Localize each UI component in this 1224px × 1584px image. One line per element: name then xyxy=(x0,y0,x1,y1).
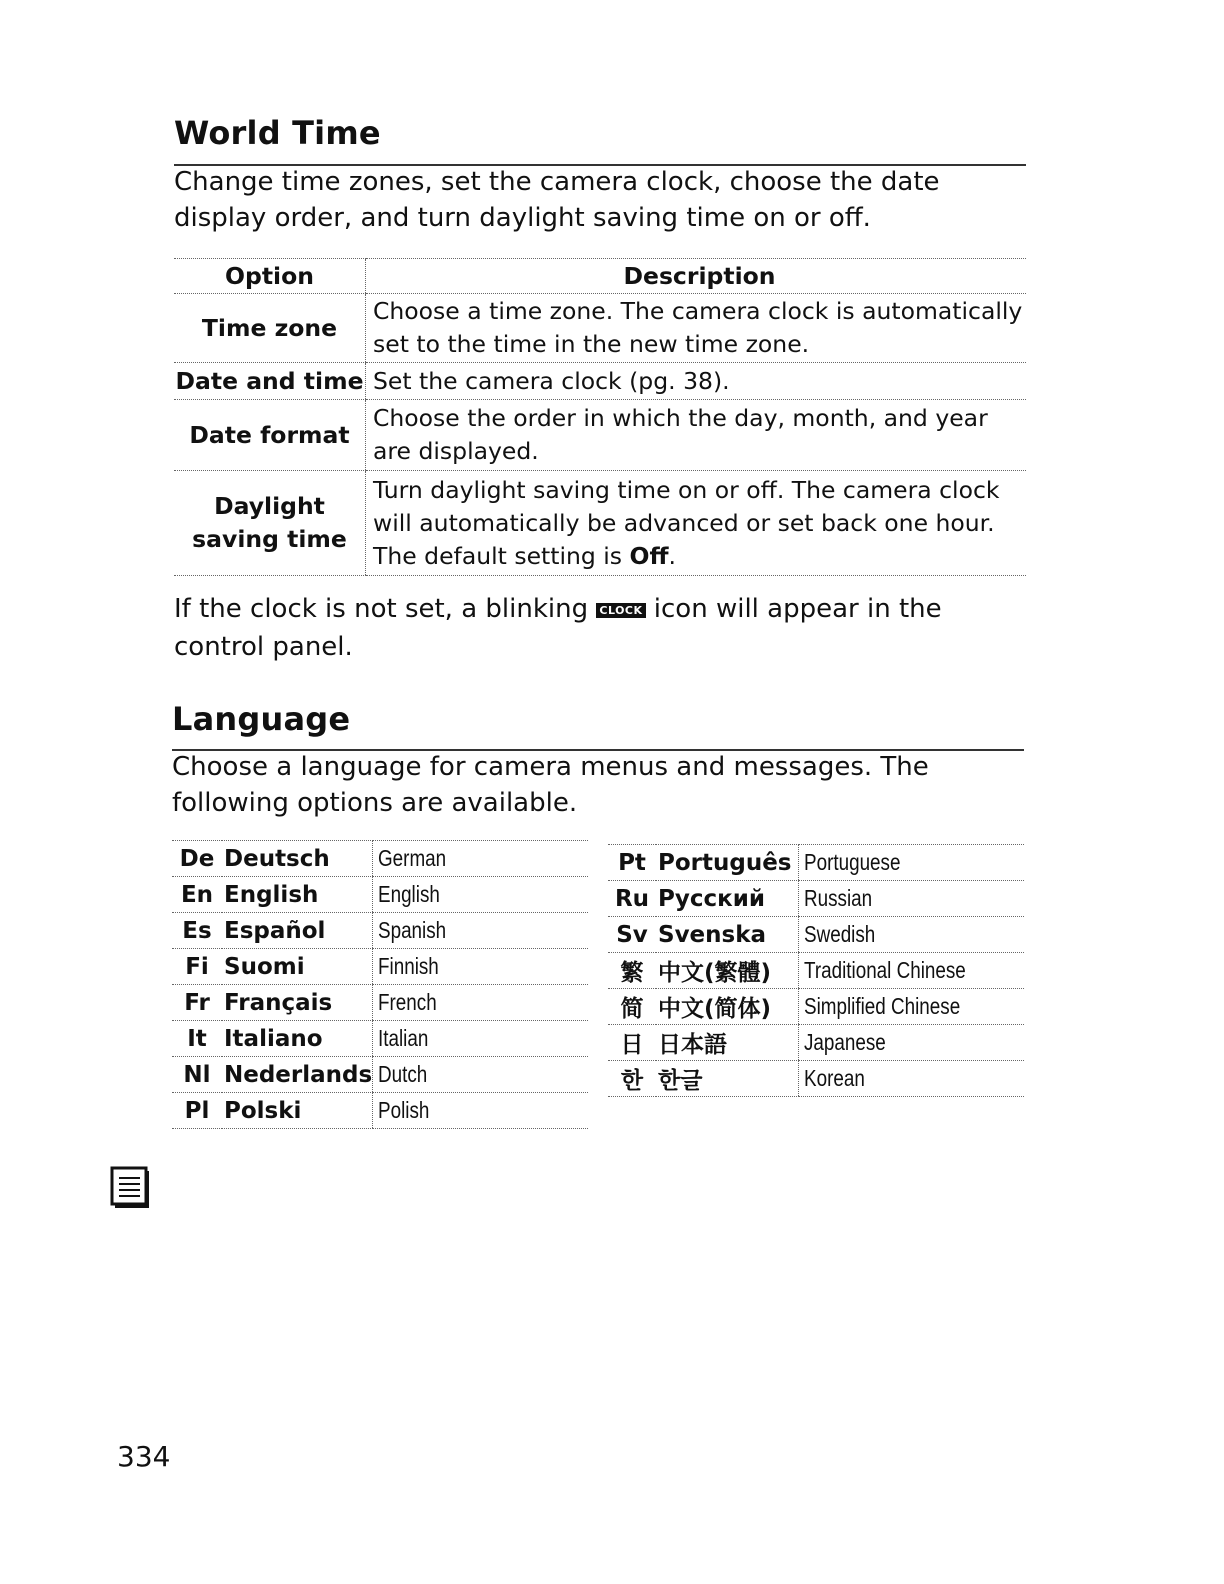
option-cell: Daylight saving time xyxy=(174,471,366,576)
note-text-after: icon will appear in the control panel. xyxy=(174,594,942,662)
language-native-name: 中文(简体) xyxy=(656,989,799,1025)
language-row xyxy=(608,917,1024,953)
language-row xyxy=(172,985,588,1021)
language-code: Pl xyxy=(172,1093,222,1129)
language-table-left xyxy=(172,840,588,1129)
description-cell xyxy=(366,471,1027,576)
language-english-text: English xyxy=(378,881,441,907)
language-english-name xyxy=(799,1025,1025,1061)
language-english-name xyxy=(373,949,588,985)
clock-icon: CLOCK xyxy=(596,603,645,618)
language-code: Fr xyxy=(172,985,222,1021)
table-row xyxy=(174,400,1026,471)
option-cell: Date format xyxy=(174,400,366,471)
language-code: Sv xyxy=(608,917,656,953)
language-native-name: English xyxy=(222,877,373,913)
language-row xyxy=(608,953,1024,989)
language-native-name: Polski xyxy=(222,1093,373,1129)
language-native-name: 日本語 xyxy=(656,1025,799,1061)
language-row xyxy=(172,913,588,949)
default-value: Off xyxy=(629,541,669,570)
language-native-name: Français xyxy=(222,985,373,1021)
language-row xyxy=(172,841,588,877)
language-row xyxy=(172,949,588,985)
language-english-name xyxy=(373,841,588,877)
language-english-text: French xyxy=(378,989,437,1015)
language-english-name xyxy=(799,953,1025,989)
language-native-name: Nederlands xyxy=(222,1057,373,1093)
language-english-name xyxy=(799,845,1025,881)
language-native-name: Português xyxy=(656,845,799,881)
language-native-name: Svenska xyxy=(656,917,799,953)
world-time-intro: Change time zones, set the camera clock, choose the date display order, and turn daylight saving time on or off. xyxy=(174,167,940,233)
language-code: 日 xyxy=(608,1025,656,1061)
language-code: 繁 xyxy=(608,953,656,989)
menu-guide-icon xyxy=(110,1166,150,1208)
language-english-name xyxy=(373,985,588,1021)
language-english-name xyxy=(373,1021,588,1057)
language-row xyxy=(608,1025,1024,1061)
language-code: Ru xyxy=(608,881,656,917)
language-native-name: 中文(繁體) xyxy=(656,953,799,989)
language-english-text: Japanese xyxy=(804,1029,886,1055)
language-intro: Choose a language for camera menus and messages. The following options are available. xyxy=(172,752,929,818)
world-time-table xyxy=(174,258,1026,576)
description-cell: Set the camera clock (pg. 38). xyxy=(366,363,1027,400)
language-row xyxy=(608,845,1024,881)
language-native-name: Español xyxy=(222,913,373,949)
table-row xyxy=(174,363,1026,400)
language-english-name xyxy=(799,917,1025,953)
description-text: Turn daylight saving time on or off. The camera clock will automatically be advanced or set back one hour. The default setting is xyxy=(373,475,1000,570)
description-header: Description xyxy=(366,259,1027,294)
language-english-text: Simplified Chinese xyxy=(804,993,961,1019)
description-cell: Choose the order in which the day, month, and year are displayed. xyxy=(366,400,1027,471)
language-code: 简 xyxy=(608,989,656,1025)
language-english-name xyxy=(799,989,1025,1025)
language-native-name: Русский xyxy=(656,881,799,917)
language-row xyxy=(608,989,1024,1025)
language-code: Es xyxy=(172,913,222,949)
language-english-name xyxy=(373,913,588,949)
language-english-text: Swedish xyxy=(804,921,876,947)
page-number: 334 xyxy=(117,1440,171,1473)
language-code: It xyxy=(172,1021,222,1057)
language-english-name xyxy=(373,877,588,913)
language-english-name xyxy=(799,881,1025,917)
language-code: Nl xyxy=(172,1057,222,1093)
option-cell: Time zone xyxy=(174,294,366,363)
language-english-name xyxy=(373,1093,588,1129)
language-english-text: Spanish xyxy=(378,917,447,943)
table-row xyxy=(174,294,1026,363)
language-english-text: Russian xyxy=(804,885,873,911)
language-english-text: Polish xyxy=(378,1097,430,1123)
language-english-text: Finnish xyxy=(378,953,439,979)
language-english-text: Dutch xyxy=(378,1061,428,1087)
clock-note xyxy=(174,590,1034,666)
option-header: Option xyxy=(174,259,366,294)
language-native-name: 한글 xyxy=(656,1061,799,1097)
language-code: En xyxy=(172,877,222,913)
language-row xyxy=(172,1093,588,1129)
language-row xyxy=(172,1057,588,1093)
language-row xyxy=(172,877,588,913)
world-time-title: World Time xyxy=(174,114,381,152)
table-row xyxy=(174,471,1026,576)
language-english-name xyxy=(799,1061,1025,1097)
note-text-before: If the clock is not set, a blinking xyxy=(174,594,597,624)
language-row xyxy=(172,1021,588,1057)
language-english-text: German xyxy=(378,845,447,871)
language-code: Fi xyxy=(172,949,222,985)
language-title: Language xyxy=(172,700,351,738)
language-english-text: Traditional Chinese xyxy=(804,957,966,983)
language-native-name: Italiano xyxy=(222,1021,373,1057)
language-english-text: Portuguese xyxy=(804,849,901,875)
language-code: Pt xyxy=(608,845,656,881)
option-cell: Date and time xyxy=(174,363,366,400)
language-native-name: Deutsch xyxy=(222,841,373,877)
description-end: . xyxy=(668,541,677,570)
language-english-text: Korean xyxy=(804,1065,865,1091)
language-english-text: Italian xyxy=(378,1025,429,1051)
language-code: 한 xyxy=(608,1061,656,1097)
table-header-row xyxy=(174,259,1026,294)
description-cell: Choose a time zone. The camera clock is automatically set to the time in the new time zone. xyxy=(366,294,1027,363)
language-row xyxy=(608,1061,1024,1097)
language-table-right xyxy=(608,844,1024,1097)
language-row xyxy=(608,881,1024,917)
language-code: De xyxy=(172,841,222,877)
language-native-name: Suomi xyxy=(222,949,373,985)
language-english-name xyxy=(373,1057,588,1093)
